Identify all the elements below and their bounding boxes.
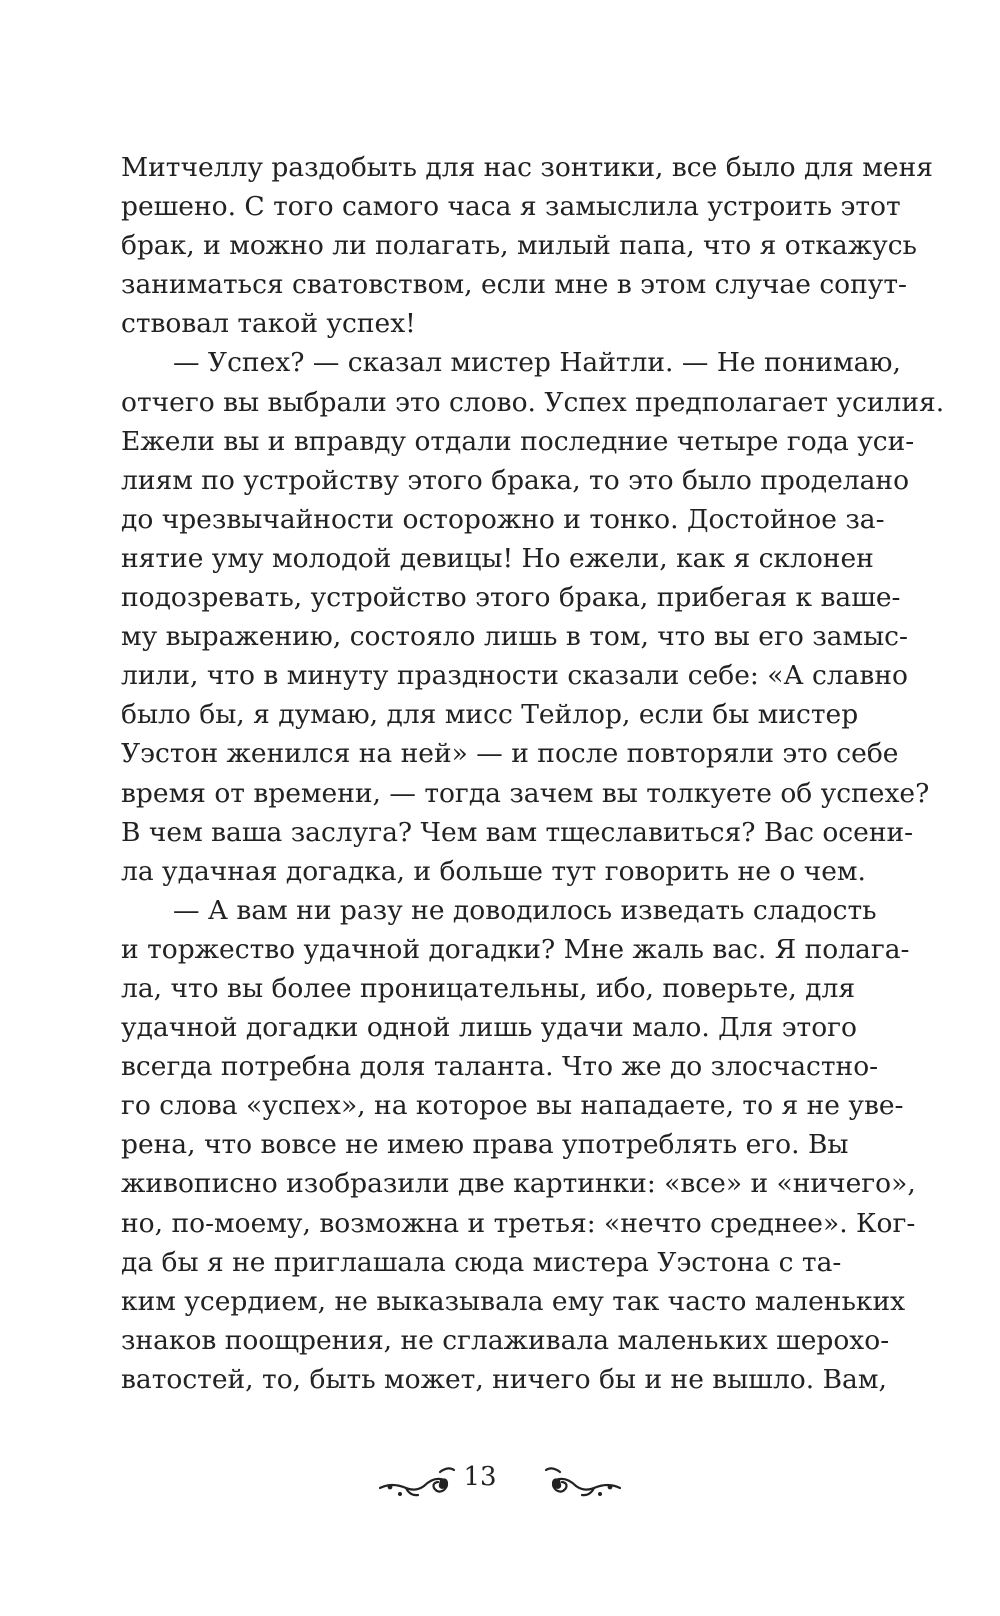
text-line: да бы я не приглашала сюда мистера Уэстона с та-: [121, 1246, 842, 1278]
text-line: го слова «успех», на которое вы нападаете, то я не уве-: [121, 1090, 904, 1122]
text-line: брак, и можно ли полагать, милый папа, что я откажусь: [121, 230, 917, 262]
text-line: — А вам ни разу не доводилось изведать сладость: [173, 894, 877, 926]
text-line: всегда потребна доля таланта. Что же до злосчастно-: [121, 1051, 879, 1083]
text-line: ла, что вы более проницательны, ибо, поверьте, для: [121, 972, 856, 1004]
text-line: Ежели вы и вправду отдали последние четыре года уси-: [121, 425, 915, 457]
text-line: ватостей, то, быть может, ничего бы и не вышло. Вам,: [121, 1363, 887, 1395]
text-line: нятие уму молодой девицы! Но ежели, как я склонен: [121, 542, 874, 574]
text-line: но, по-моему, возможна и третья: «нечто среднее». Ког-: [121, 1207, 916, 1239]
text-line: ствовал такой успех!: [121, 308, 416, 340]
flourish-left-icon: [378, 1462, 460, 1502]
text-line: ким усердием, не выказывала ему так часто маленьких: [121, 1285, 906, 1317]
text-line: время от времени, — тогда зачем вы толкуете об успехе?: [121, 777, 930, 809]
text-line: удачной догадки одной лишь удачи мало. Для этого: [121, 1012, 857, 1044]
page-number: 13: [463, 1462, 497, 1492]
text-line: отчего вы выбрали это слово. Успех предполагает усилия.: [121, 386, 945, 418]
text-line: Митчеллу раздобыть для нас зонтики, все было для меня: [121, 152, 933, 183]
text-line: рена, что вовсе не имею права употреблять его. Вы: [121, 1129, 849, 1161]
text-line: В чем ваша заслуга? Чем вам тщеславиться? Вас осени-: [121, 816, 914, 848]
text-line: ла удачная догадка, и больше тут говорить не о чем.: [121, 855, 866, 887]
text-line: подозревать, устройство этого брака, прибегая к ваше-: [121, 582, 901, 614]
text-line: до чрезвычайности осторожно и тонко. Достойное за-: [121, 503, 885, 535]
text-line: Уэстон женился на ней» — и после повторяли это себе: [121, 738, 899, 770]
text-line: му выражению, состояло лишь в том, что вы его замыс-: [121, 621, 908, 653]
text-line: заниматься сватовством, если мне в этом случае сопут-: [121, 269, 908, 301]
text-line: лили, что в минуту праздности сказали себе: «А славно: [121, 660, 908, 692]
text-line: знаков поощрения, не сглаживала маленьких шерохо-: [121, 1324, 890, 1356]
page-footer: [0, 1462, 1000, 1502]
body-text: [121, 148, 945, 1399]
text-line: и торжество удачной догадки? Мне жаль вас. Я полага-: [121, 933, 910, 965]
text-line: лиям по устройству этого брака, то это было проделано: [121, 464, 910, 496]
text-line: — Успех? — сказал мистер Найтли. — Не понимаю,: [173, 347, 901, 379]
text-line: решено. С того самого часа я замыслила устроить этот: [121, 191, 901, 223]
text-line: было бы, я думаю, для мисс Тейлор, если бы мистер: [121, 699, 859, 731]
flourish-right-icon: [540, 1462, 622, 1502]
text-line: живописно изобразили две картинки: «все» и «ничего»,: [121, 1168, 916, 1200]
